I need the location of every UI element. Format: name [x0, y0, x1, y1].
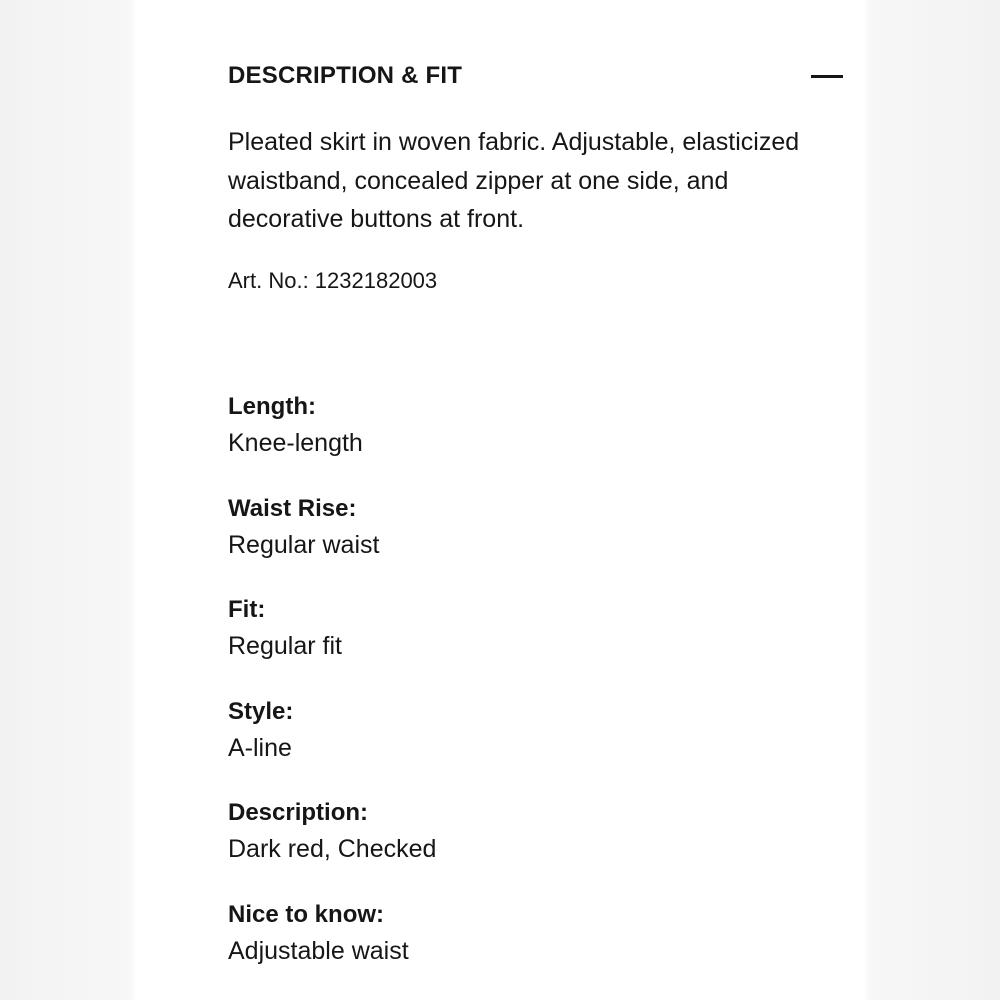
attribute-description: [228, 795, 828, 897]
attribute-label: Description:: [228, 799, 369, 827]
attribute-label: Style:: [228, 697, 294, 725]
attribute-value: Dark red, Checked: [228, 835, 437, 864]
attribute-length: [228, 389, 828, 491]
attribute-waist-rise: [228, 491, 828, 593]
attribute-label: Length:: [228, 393, 316, 420]
minus-icon: [811, 75, 843, 78]
collapse-button[interactable]: [810, 58, 844, 94]
attribute-value: Regular fit: [228, 632, 342, 661]
attribute-value: Regular waist: [228, 530, 380, 559]
attribute-nice-to-know: [228, 897, 828, 999]
attribute-label: Nice to know:: [228, 900, 385, 928]
attribute-label: Fit:: [228, 596, 266, 624]
product-details-panel: [136, 0, 864, 1000]
attribute-value: A-line: [228, 733, 292, 762]
attribute-fit: [228, 592, 828, 694]
attribute-list: [228, 389, 828, 999]
attribute-value: Adjustable waist: [228, 936, 409, 965]
description-fit-accordion-header[interactable]: [228, 58, 844, 98]
attribute-label: Waist Rise:: [228, 494, 357, 522]
article-number: Art. No.: 1232182003: [228, 268, 438, 293]
product-description: Pleated skirt in woven fabric. Adjustable, elasticized waistband, concealed zipper at one side, and decorative buttons at front.: [228, 128, 800, 233]
section-title: DESCRIPTION & FIT: [228, 62, 463, 89]
attribute-style: [228, 694, 828, 796]
attribute-value: Knee-length: [228, 429, 363, 457]
